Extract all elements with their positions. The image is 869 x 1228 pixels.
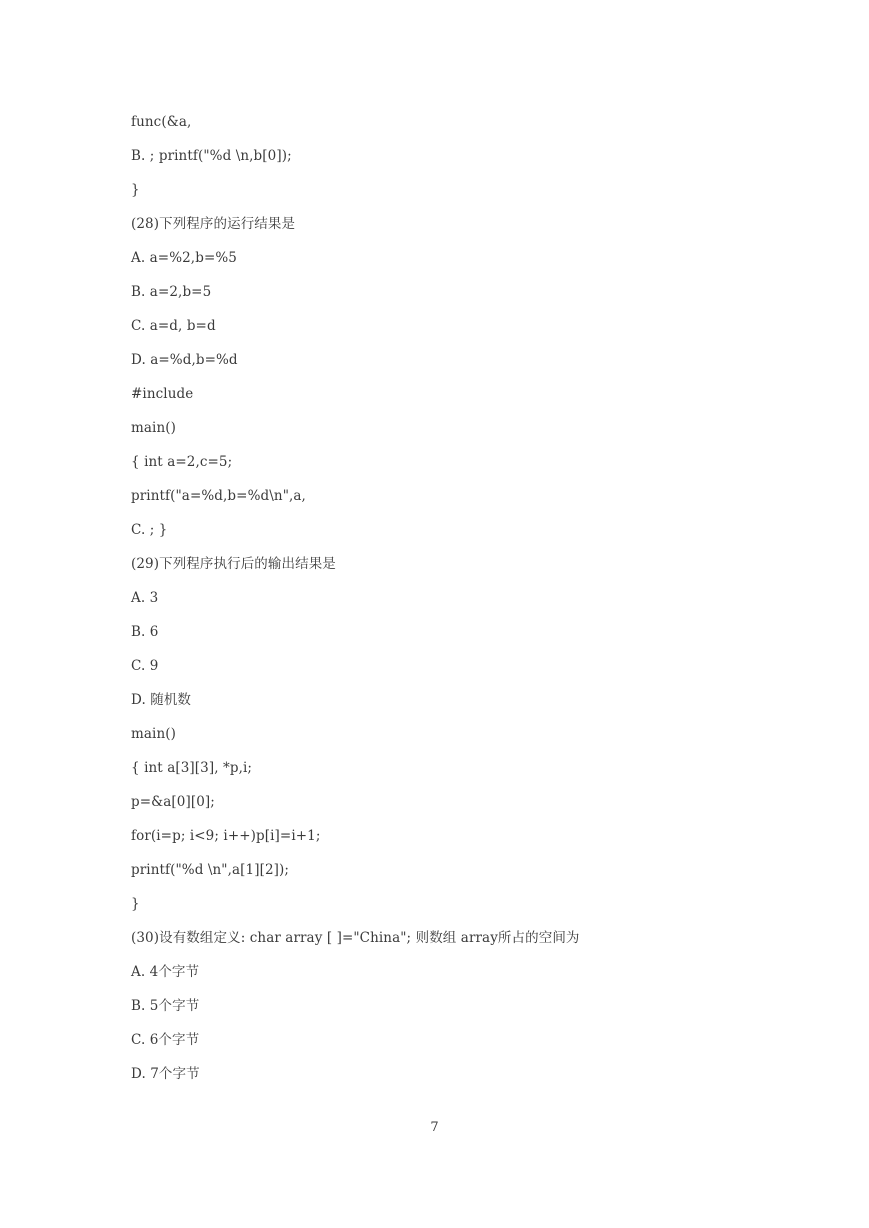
code-line: printf("%d \n",a[1][2]); [131,862,290,878]
code-line: p=&a[0][0]; [131,794,215,810]
code-line: main() [131,726,176,742]
option-line: C. ; } [131,522,168,538]
option-c: C. a=d, b=d [131,318,216,334]
question-28-title: (28)下列程序的运行结果是 [131,216,296,232]
page-content [131,112,771,1098]
code-line: { int a=2,c=5; [131,454,233,470]
option-line: B. ; printf("%d \n,b[0]); [131,148,292,164]
code-line: func(&a, [131,114,192,130]
question-29-title: (29)下列程序执行后的输出结果是 [131,556,336,572]
option-b: B. 5个字节 [131,998,200,1014]
page-number: 7 [430,1120,439,1135]
code-line: #include [131,386,194,402]
code-line: } [131,182,140,198]
code-line: } [131,896,140,912]
option-c: C. 6个字节 [131,1032,200,1048]
option-b: B. 6 [131,624,159,640]
option-d: D. 随机数 [131,692,192,708]
option-c: C. 9 [131,658,159,674]
option-b: B. a=2,b=5 [131,284,212,300]
option-a: A. 3 [131,590,159,606]
code-line: for(i=p; i<9; i++)p[i]=i+1; [131,828,321,844]
question-30-title: (30)设有数组定义: char array [ ]="China"; 则数组 array所占的空间为 [131,930,580,946]
code-line: printf("a=%d,b=%d\n",a, [131,488,306,504]
option-a: A. a=%2,b=%5 [131,250,237,266]
code-line: { int a[3][3], *p,i; [131,760,253,776]
option-d: D. 7个字节 [131,1066,200,1082]
code-line: main() [131,420,176,436]
option-a: A. 4个字节 [131,964,200,980]
option-d: D. a=%d,b=%d [131,352,238,368]
